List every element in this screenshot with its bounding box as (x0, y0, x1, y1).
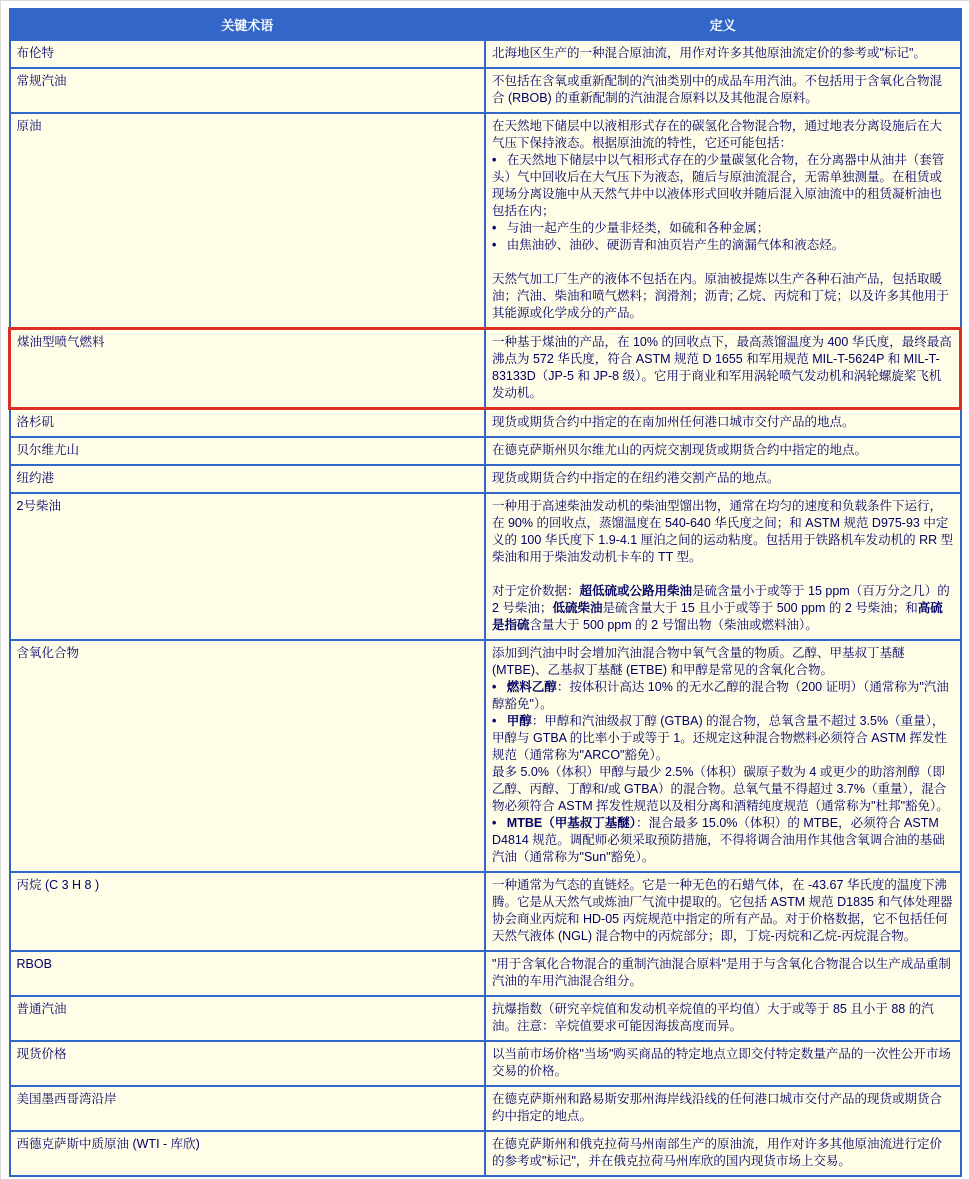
definition-text: 在天然地下储层中以气相形式存在的少量碳氢化合物，在分离器中从油井（套管头）气中回收后在大气压下为液态，随后与原油流混合，无需单独测量。在租赁或现场分离设施中从天然气井中以液体形式回收并随后混入原油流中的租赁凝析油也包括在内； (492, 153, 945, 218)
definition-text: 天然气加工厂生产的液体不包括在内。原油被提炼以生产各种石油产品，包括取暖油；汽油、柴油和喷气燃料；润滑剂；沥青; 乙烷、丙烷和丁烷；以及许多其他用于其能源或化学成分的产品。 (492, 272, 949, 320)
definition-bold-text: 高硫是指硫 (492, 601, 943, 632)
bullet-icon: • (492, 221, 507, 235)
definition-text: 北海地区生产的一种混合原油流，用作对许多其他原油流定价的参考或"标记"。 (492, 46, 926, 60)
term-cell: 普通汽油 (10, 996, 486, 1041)
definition-cell (485, 40, 961, 68)
definition-text: 现货或期货合约中指定的在纽约港交割产品的地点。 (492, 471, 780, 485)
definition-bold-text: 甲醇 (506, 714, 532, 728)
definition-text: 添加到汽油中时会增加汽油混合物中氧气含量的物质。乙醇、甲基叔丁基醚 (MTBE)、乙基叔丁基醚 (ETBE) 和甲醇是常见的含氧化合物。 (492, 646, 905, 677)
definition-text: ：按体积计高达 10% 的无水乙醇的混合物（200 证明）（通常称为"汽油醇豁免"）。 (492, 680, 949, 711)
table-row (10, 1086, 961, 1131)
definition-paragraph (492, 1136, 954, 1170)
definition-text: 在德克萨斯州和俄克拉荷马州南部生产的原油流，用作对许多其他原油流进行定价的参考或"标记"，并在俄克拉荷马州库欣的国内现货市场上交易。 (492, 1137, 943, 1168)
definition-text: 不包括在含氧或重新配制的汽油类别中的成品车用汽油。不包括用于含氧化合物混合 (RBOB) 的重新配制的汽油混合原料以及其他混合原料。 (492, 74, 943, 105)
bullet-icon: • (492, 153, 507, 167)
definition-text: "用于含氧化合物混合的重制汽油混合原料"是用于与含氧化合物混合以生产成品重制汽油的车用汽油混合组分。 (492, 957, 951, 988)
definition-paragraph (492, 583, 954, 634)
definition-text: 现货或期货合约中指定的在南加州任何港口城市交付产品的地点。 (492, 415, 855, 429)
definition-paragraph (492, 45, 954, 62)
term-cell: 美国墨西哥湾沿岸 (10, 1086, 486, 1131)
definition-bullet-item (492, 679, 954, 713)
column-header-key-term: 关键术语 (10, 9, 486, 40)
term-cell: RBOB (10, 951, 486, 996)
term-cell: 常规汽油 (10, 68, 486, 113)
table-row (10, 951, 961, 996)
term-cell: 含氧化合物 (10, 640, 486, 872)
definition-cell (485, 113, 961, 329)
definition-paragraph (492, 956, 954, 990)
bullet-icon: • (492, 238, 507, 252)
definition-paragraph (492, 498, 954, 566)
definition-text: 最多 5.0%（体积）甲醇与最少 2.5%（体积）碳原子数为 4 或更少的助溶剂醇（即乙醇、丙醇、丁醇和/或 GTBA）的混合物。总氧气量不得超过 3.7%（重量），混合物必须符合 ASTM 挥发性规范以及相分离和酒精纯度规范（通常称为"杜邦"豁免）。 (492, 765, 949, 813)
term-cell: 现货价格 (10, 1041, 486, 1086)
definition-cell (485, 951, 961, 996)
definition-cell (485, 872, 961, 951)
table-row (10, 872, 961, 951)
definition-paragraph (492, 118, 954, 152)
definition-cell (485, 1086, 961, 1131)
term-cell: 洛杉矶 (10, 409, 486, 438)
definition-paragraph (492, 1046, 954, 1080)
definition-paragraph (492, 442, 954, 459)
definition-text: 由焦油砂、油砂、硬沥青和油页岩产生的滴漏气体和液态烃。 (506, 238, 845, 252)
header-row (10, 9, 961, 40)
table-row (10, 409, 961, 438)
definition-cell (485, 329, 961, 409)
definition-cell (485, 1131, 961, 1176)
definition-bullet-item (492, 152, 954, 220)
definition-bullet-item (492, 220, 954, 237)
definition-cell (485, 996, 961, 1041)
definition-text: ：混合最多 15.0%（体积）的 MTBE，必须符合 ASTM D4814 规范。调配师必须采取预防措施，不得将调合油用作其他含氧调合油的基础汽油（通常称为"Sun"豁免）。 (492, 816, 945, 864)
term-cell: 丙烷 (C 3 H 8 ) (10, 872, 486, 951)
term-cell: 纽约港 (10, 465, 486, 493)
definition-paragraph (492, 1091, 954, 1125)
definition-paragraph (492, 271, 954, 322)
definition-text: 以当前市场价格"当场"购买商品的特定地点立即交付特定数量产品的一次性公开市场交易的价格。 (492, 1047, 951, 1078)
definition-text: 是硫含量大于 15 且小于或等于 500 ppm 的 2 号柴油；和 (602, 601, 918, 615)
term-cell: 贝尔维尤山 (10, 437, 486, 465)
definition-cell (485, 493, 961, 640)
definition-text: 与油一起产生的少量非烃类，如硫和各种金属； (506, 221, 770, 235)
table-row (10, 113, 961, 329)
definition-cell (485, 409, 961, 438)
glossary-body (10, 40, 961, 1176)
definition-bold-text: MTBE（甲基叔丁基醚） (506, 816, 636, 830)
definition-text: 抗爆指数（研究辛烷值和发动机辛烷值的平均值）大于或等于 85 且小于 88 的汽油。注意：辛烷值要求可能因海拔高度而异。 (492, 1002, 934, 1033)
term-cell: 布伦特 (10, 40, 486, 68)
definition-bold-text: 燃料乙醇 (506, 680, 557, 694)
table-row (10, 437, 961, 465)
definition-cell (485, 1041, 961, 1086)
definition-bullet-item (492, 815, 954, 866)
term-cell: 煤油型喷气燃料 (10, 329, 486, 409)
table-row (10, 40, 961, 68)
definition-cell (485, 465, 961, 493)
table-row (10, 1041, 961, 1086)
definition-bold-text: 超低硫或公路用柴油 (579, 584, 693, 598)
definition-paragraph (492, 73, 954, 107)
term-cell: 西德克萨斯中质原油 (WTI - 库欣) (10, 1131, 486, 1176)
table-row (10, 493, 961, 640)
definition-cell (485, 437, 961, 465)
definition-text: ：甲醇和汽油级叔丁醇 (GTBA) 的混合物，总氧含量不超过 3.5%（重量），甲醇与 GTBA 的比率小于或等于 1。还规定这种混合物燃料必须符合 ASTM 挥发性规范（通常称为"ARCO"豁免）。 (492, 714, 947, 762)
definition-paragraph (492, 1001, 954, 1035)
term-cell: 2号柴油 (10, 493, 486, 640)
table-row (10, 68, 961, 113)
bullet-icon: • (492, 816, 507, 830)
definition-text: 含量大于 500 ppm 的 2 号馏出物（柴油或燃料油）。 (529, 618, 818, 632)
definition-paragraph (492, 334, 953, 402)
definition-paragraph (492, 645, 954, 679)
definition-paragraph (492, 414, 954, 431)
bullet-icon: • (492, 714, 507, 728)
definition-paragraph (492, 877, 954, 945)
table-row (10, 640, 961, 872)
table-row (10, 465, 961, 493)
definition-bullet-item (492, 713, 954, 764)
term-cell: 原油 (10, 113, 486, 329)
definition-text: 是硫含量小于或等于 15 ppm（百万分之几）的 2 号柴油； (492, 584, 950, 615)
table-row (10, 996, 961, 1041)
definition-paragraph (492, 470, 954, 487)
definition-bullet-item (492, 237, 954, 254)
table-row (10, 1131, 961, 1176)
highlighted-row (10, 329, 961, 409)
column-header-definition: 定义 (485, 9, 961, 40)
definition-text: 在天然地下储层中以液相形式存在的碳氢化合物混合物，通过地表分离设施后在大气压下保持液态。根据原油流的特性，它还可能包括： (492, 119, 943, 150)
glossary-header (10, 9, 961, 40)
glossary-table (8, 8, 962, 1177)
definition-text: 一种通常为气态的直链烃。它是一种无色的石蜡气体，在 -43.67 华氏度的温度下沸腾。它是从天然气或炼油厂气流中提取的。它包括 ASTM 规范 D1835 和气体处理器协会商业丙烷和 HD-05 丙烷规范中指定的所有产品。对于价格数据，它不包括任何天然气液体 (NGL) 混合物中的丙烷部分；即，丁烷-丙烷和乙烷-丙烷混合物。 (492, 878, 953, 943)
definition-bold-text: 低硫柴油 (552, 601, 603, 615)
definition-text: 在德克萨斯州和路易斯安那州海岸线沿线的任何港口城市交付产品的现货或期货合约中指定的地点。 (492, 1092, 943, 1123)
definition-text: 在德克萨斯州贝尔维尤山的丙烷交割现货或期货合约中指定的地点。 (492, 443, 868, 457)
definition-text: 一种用于高速柴油发动机的柴油型馏出物，通常在均匀的速度和负载条件下运行，在 90% 的回收点，蒸馏温度在 540-640 华氏度之间；和 ASTM 规范 D975-93 中定义的 100 华氏度下 1.9-4.1 厘泊之间的运动粘度。包括用于铁路机车发动机的 RR 型柴油和用于柴油发动机卡车的 TT 型。 (492, 499, 954, 564)
bullet-icon: • (492, 680, 507, 694)
definition-text: 一种基于煤油的产品，在 10% 的回收点下，最高蒸馏温度为 400 华氏度，最终最高沸点为 572 华氏度，符合 ASTM 规范 D 1655 和军用规范 MIL-T-5624P 和 MIL-T- 83133D（JP-5 和 JP-8 级）。它用于商业和军用涡轮喷气发动机和涡轮螺旋桨飞机发动机。 (492, 335, 952, 400)
definition-cell (485, 68, 961, 113)
definition-text: 对于定价数据： (492, 584, 580, 598)
definition-cell (485, 640, 961, 872)
